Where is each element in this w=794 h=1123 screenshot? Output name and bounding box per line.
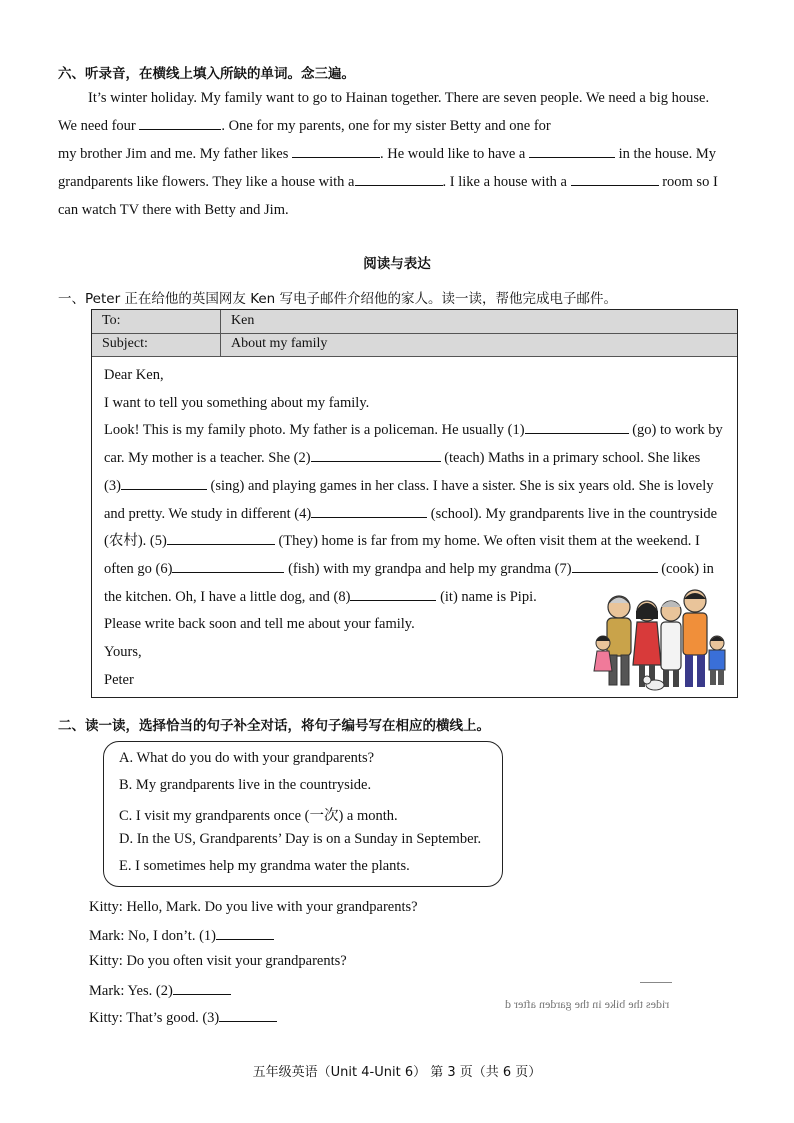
email-line [104,473,728,501]
option-a: A. What do you do with your grandparents? [119,750,375,766]
passage-text: my brother Jim and me. My father likes [58,146,289,162]
dialogue-line [89,1008,277,1027]
email-header [92,310,737,357]
email-to-row [92,310,737,333]
passage-text: We need four [58,118,136,134]
email-text: (cook) in [661,560,714,577]
email-text: and pretty. We study in different (4) [104,505,312,522]
bleed-through-text: rides the bike in the garden after d [505,997,670,1011]
section6-title: 六、听录音，在横线上填入所缺的单词。念三遍。 [58,66,355,82]
passage-line: It’s winter holiday. My family want to go to Hainan together. There are seven people. We need a big house. [88,90,710,106]
email-text: Look! This is my family photo. My father is a policeman. He usually (1) [104,422,525,439]
email-text: (teach) Maths in a primary school. She likes [444,450,701,467]
passage-text: . I like a house with a [442,174,567,190]
email-line [104,528,728,556]
answer-blank[interactable] [572,559,658,573]
option-e: E. I sometimes help my grandma water the plants. [119,858,410,874]
option-b: B. My grandparents live in the countryside. [119,777,372,793]
email-text: car. My mother is a teacher. She (2) [104,450,311,467]
answer-blank[interactable] [173,981,231,995]
email-text: (They) home is far from my home. We often visit them at the weekend. I [278,533,700,550]
question1-title: 一、Peter 正在给他的英国网友 Ken 写电子邮件介绍他的家人。读一读，帮他完成电子邮件。 [58,291,618,307]
option-c: C. I visit my grandparents once (一次) a month. [119,808,398,824]
passage-text: . One for my parents, one for my sister Betty and one for [221,118,551,134]
answer-blank[interactable] [172,559,284,573]
email-intro: I want to tell you something about my family. [104,394,370,411]
subject-value: About my family [231,336,328,351]
email-line [104,417,728,445]
email-closing: Please write back soon and tell me about your family. [104,616,415,633]
girl-figure [594,636,612,671]
email-text: (农村). (5) [104,533,167,550]
options-box [103,741,503,887]
passage-text: room so I [662,174,718,190]
email-text: often go (6) [104,560,173,577]
subject-label: Subject: [102,336,148,351]
answer-blank[interactable] [219,1008,277,1022]
option-d: D. In the US, Grandparents’ Day is on a Sunday in September. [119,831,482,847]
grandpa-figure [607,596,631,685]
email-text: (sing) and playing games in her class. I have a sister. She is six years old. She is lovely [210,477,714,494]
email-line [104,556,728,584]
email-greeting: Dear Ken, [104,367,164,383]
answer-blank[interactable] [311,504,427,518]
email-text: (go) to work by [632,422,723,439]
dialogue-line: Kitty: Hello, Mark. Do you live with your grandparents? [89,899,418,915]
dialogue-line [89,926,274,945]
answer-blank[interactable] [350,587,436,601]
mother-figure [633,601,661,687]
answer-blank[interactable] [292,144,380,158]
dialogue-line [89,981,231,1000]
passage-line: can watch TV there with Betty and Jim. [58,202,289,218]
email-text: the kitchen. Oh, I have a little dog, and (8) [104,588,351,605]
reading-heading: 阅读与表达 [363,256,431,272]
header-hline [92,333,737,334]
page-footer: 五年级英语（Unit 4-Unit 6） 第 3 页（共 6 页） [252,1065,542,1080]
email-text: (school). My grandparents live in the countryside [430,505,718,522]
question2-title: 二、读一读，选择恰当的句子补全对话，将句子编号写在相应的横线上。 [58,718,490,734]
email-text: (fish) with my grandpa and help my grandma (7) [288,560,572,577]
dialogue-text: Mark: No, I don’t. (1) [89,928,216,944]
answer-blank[interactable] [525,420,629,434]
email-line [104,445,728,473]
email-signature: Peter [104,671,134,688]
email-subject-row [92,333,737,356]
passage-text: grandparents like flowers. They like a house with a [58,174,355,190]
bleed-through-dash [640,982,672,983]
family-photo-illustration [593,585,733,693]
answer-blank[interactable] [571,172,659,186]
answer-blank[interactable] [121,476,207,490]
answer-blank[interactable] [529,144,615,158]
passage-line [58,168,740,196]
passage-text: . He would like to have a [379,146,526,162]
dialogue-text: Mark: Yes. (2) [89,983,173,999]
boy-figure [709,636,725,685]
section6-passage [58,84,740,224]
dialogue-text: Kitty: That’s good. (3) [89,1010,220,1026]
email-line [104,501,728,529]
passage-text: in the house. My [618,146,717,162]
answer-blank[interactable] [216,926,274,940]
passage-line [58,140,740,168]
dialogue-line: Kitty: Do you often visit your grandparents? [89,953,347,969]
to-value: Ken [231,313,255,328]
email-text: (it) name is Pipi. [440,588,537,605]
answer-blank[interactable] [139,116,221,130]
answer-blank[interactable] [311,448,441,462]
email-signoff: Yours, [104,644,142,661]
email-text: (3) [104,477,121,494]
passage-line [58,112,740,140]
answer-blank[interactable] [355,172,443,186]
answer-blank[interactable] [167,531,275,545]
father-figure [683,590,707,687]
grandma-figure [661,601,681,687]
to-label: To: [102,313,121,328]
